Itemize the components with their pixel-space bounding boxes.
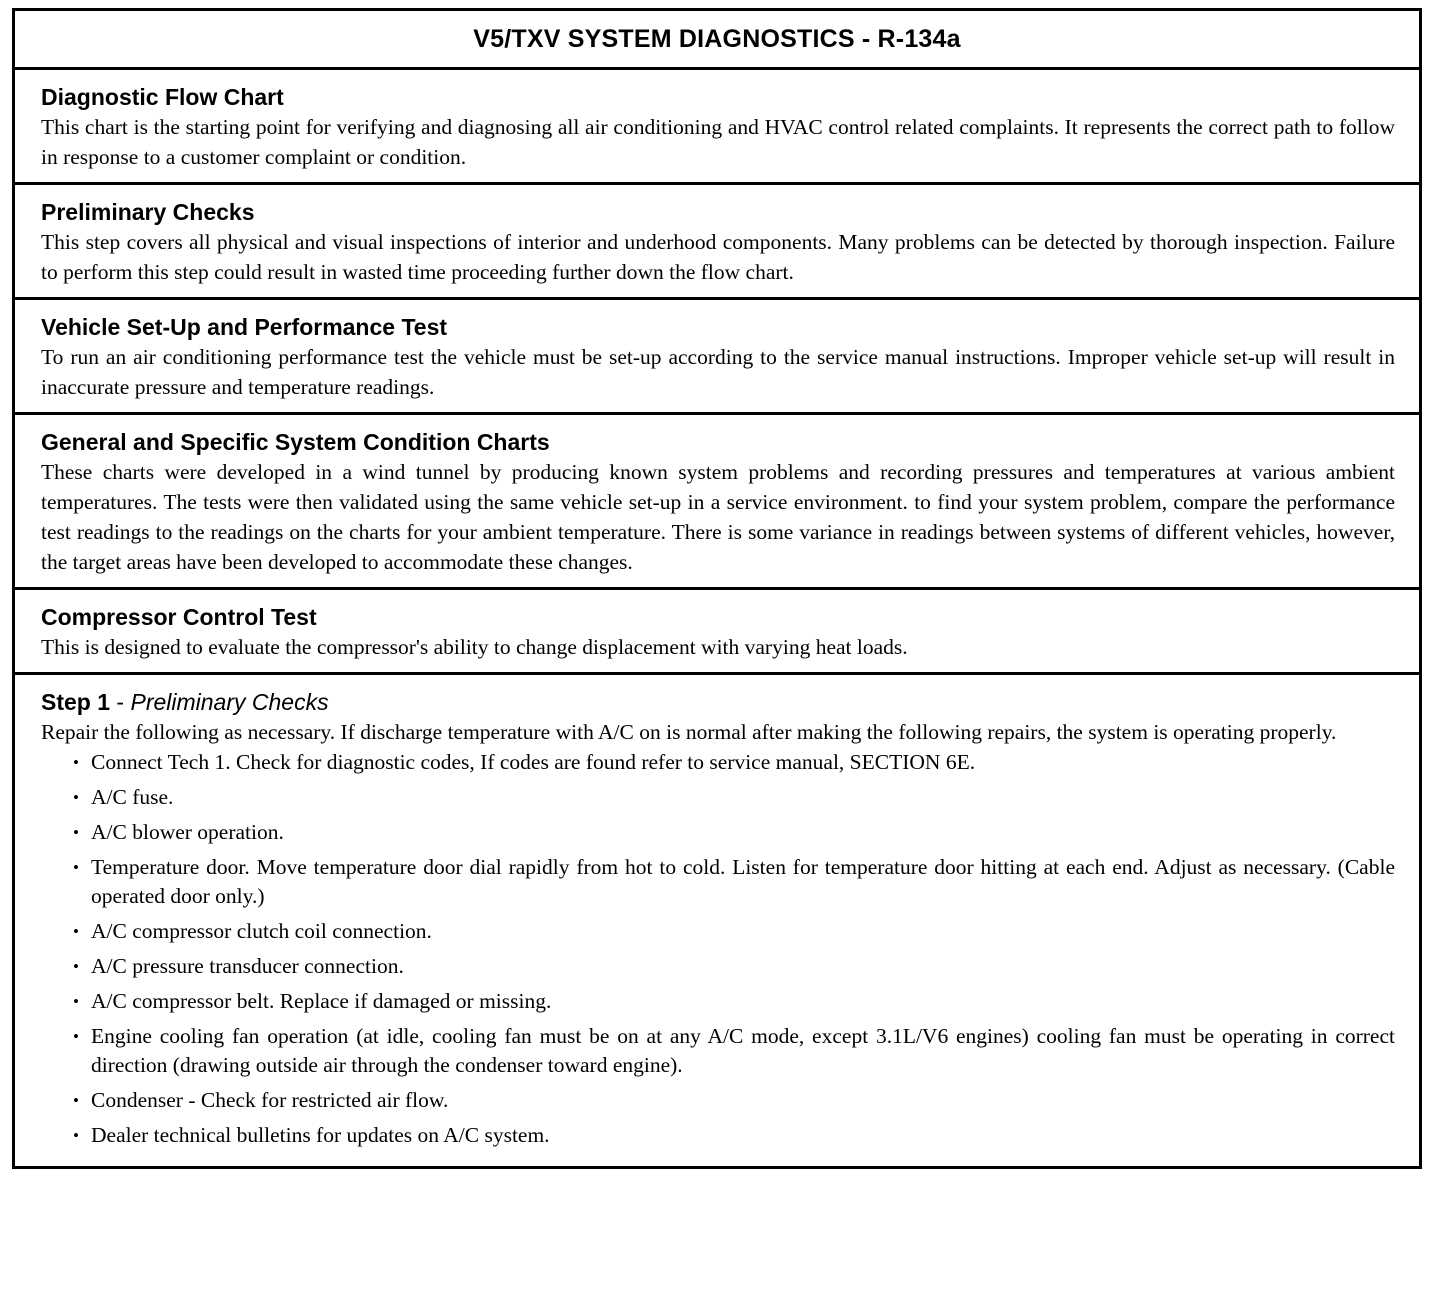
diagnostics-document (12, 8, 1422, 1169)
section-heading: Diagnostic Flow Chart (41, 84, 284, 110)
checklist-item: • Condenser - Check for restricted air flow. (91, 1086, 1395, 1115)
step-separator: - (116, 689, 125, 715)
checklist (41, 748, 1395, 1150)
step-label: Step 1 (41, 689, 111, 715)
section-text: This is designed to evaluate the compressor's ability to change displacement with varying heat loads. (41, 635, 908, 659)
section-step-1 (15, 675, 1419, 1166)
section-system-condition-charts (15, 415, 1419, 590)
checklist-item: • A/C blower operation. (91, 818, 1395, 847)
checklist-item: • Connect Tech 1. Check for diagnostic codes, If codes are found refer to service manual, SECTION 6E. (91, 748, 1395, 777)
section-text: These charts were developed in a wind tunnel by producing known system problems and recording pressures and temperatures at various ambient temperatures. The tests were then validated using the same vehicle set-up in a service environment. to find your system problem, compare the performance test readings to the readings on the charts for your ambient temperature. There is some variance in readings between systems of different vehicles, however, the target areas have been developed to accommodate these changes. (41, 460, 1395, 574)
document-title: V5/TXV SYSTEM DIAGNOSTICS - R-134a (15, 11, 1419, 70)
checklist-item: • Temperature door. Move temperature door dial rapidly from hot to cold. Listen for temperature door hitting at each end. Adjust as necessary. (Cable operated door only.) (91, 853, 1395, 911)
section-text: This step covers all physical and visual inspections of interior and underhood components. Many problems can be detected by thorough inspection. Failure to perform this step could result in wasted time proceeding further down the flow chart. (41, 230, 1395, 284)
step-name: Preliminary Checks (130, 689, 329, 715)
checklist-item: • A/C pressure transducer connection. (91, 952, 1395, 981)
section-text: This chart is the starting point for verifying and diagnosing all air conditioning and HVAC control related complaints. It represents the correct path to follow in response to a customer complaint or condition. (41, 115, 1395, 169)
section-heading: Preliminary Checks (41, 199, 255, 225)
section-heading: General and Specific System Condition Charts (41, 429, 550, 455)
checklist-item: • Engine cooling fan operation (at idle, cooling fan must be on at any A/C mode, except 3.1L/V6 engines) cooling fan must be operating in correct direction (drawing outside air through the condenser toward engine). (91, 1022, 1395, 1080)
step-heading (41, 687, 1395, 717)
step-intro: Repair the following as necessary. If discharge temperature with A/C on is normal after making the following repairs, the system is operating properly. (41, 720, 1337, 744)
section-vehicle-setup-performance-test (15, 300, 1419, 415)
checklist-item: • A/C compressor belt. Replace if damaged or missing. (91, 987, 1395, 1016)
checklist-item: • A/C compressor clutch coil connection. (91, 917, 1395, 946)
section-heading: Vehicle Set-Up and Performance Test (41, 314, 448, 340)
section-preliminary-checks (15, 185, 1419, 300)
checklist-item: • Dealer technical bulletins for updates on A/C system. (91, 1121, 1395, 1150)
checklist-item: • A/C fuse. (91, 783, 1395, 812)
section-heading: Compressor Control Test (41, 604, 317, 630)
section-compressor-control-test (15, 590, 1419, 675)
section-text: To run an air conditioning performance test the vehicle must be set-up according to the service manual instructions. Improper vehicle set-up will result in inaccurate pressure and temperature readings. (41, 345, 1395, 399)
section-diagnostic-flow-chart (15, 70, 1419, 185)
